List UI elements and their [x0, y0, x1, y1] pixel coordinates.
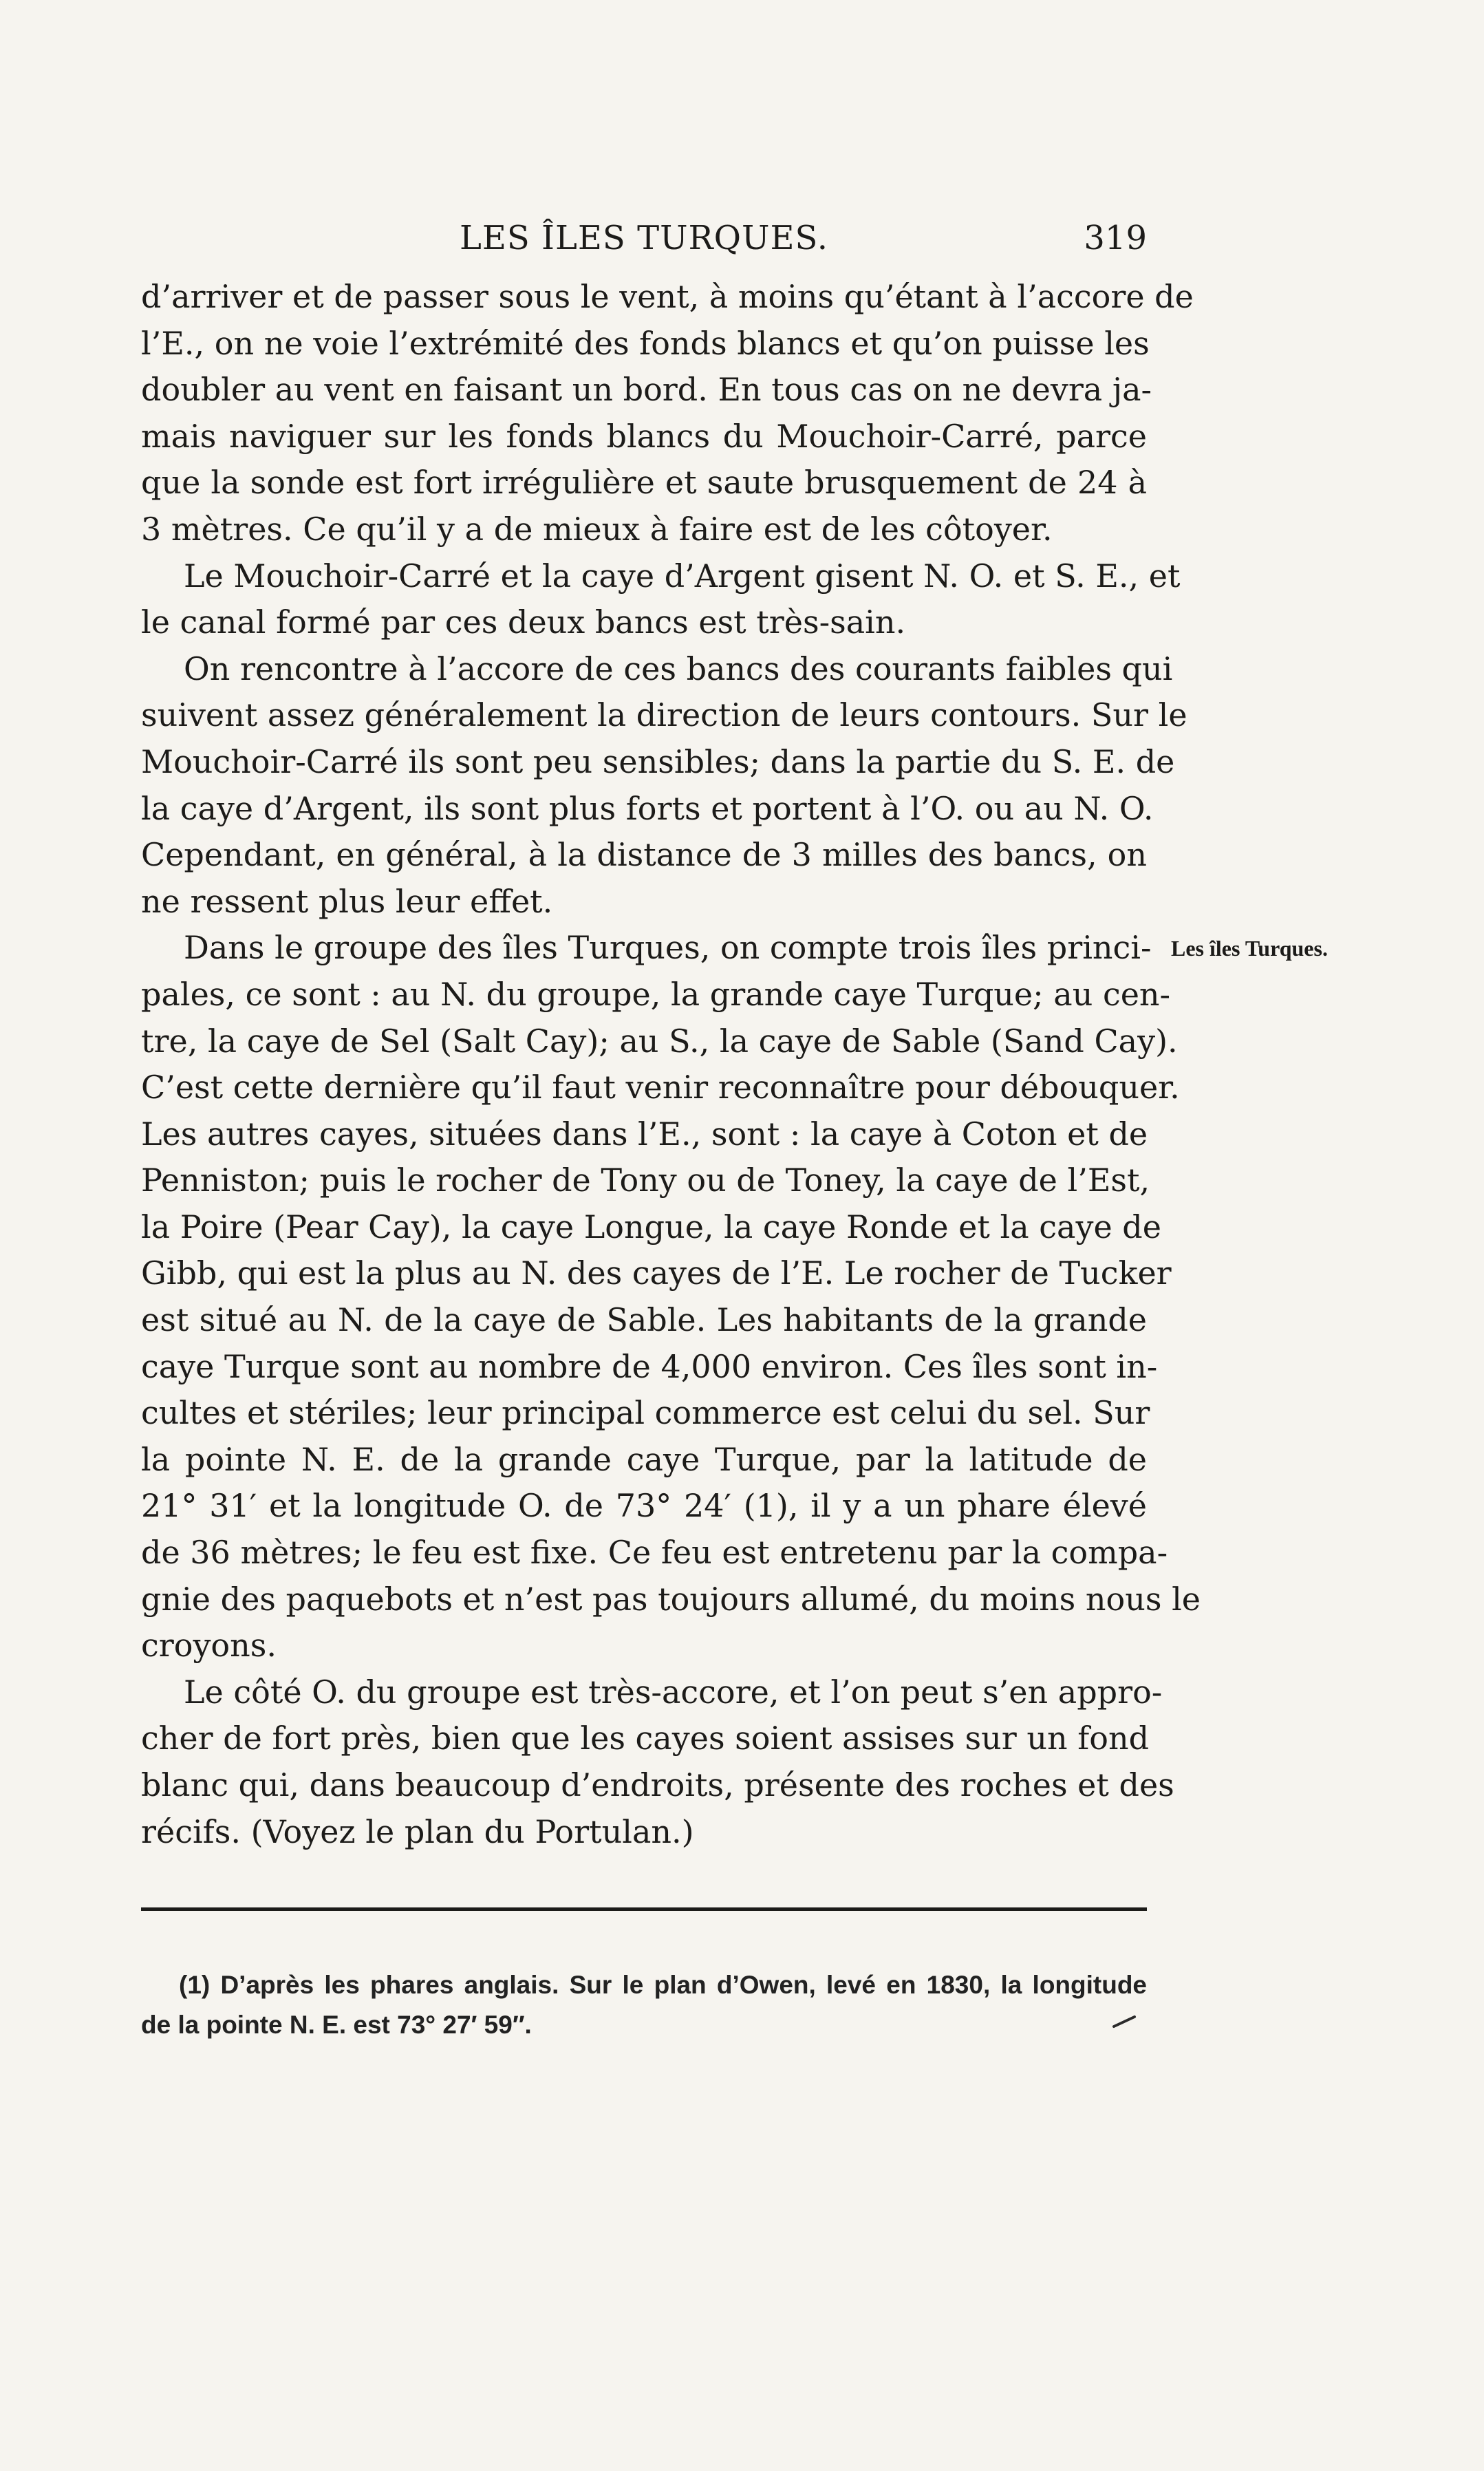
- text-line: d’arriver et de passer sous le vent, à moins qu’étant à l’accore de: [141, 278, 1194, 315]
- text-line: tre, la caye de Sel (Salt Cay); au S., la caye de Sable (Sand Cay).: [141, 1022, 1178, 1060]
- text-line: le canal formé par ces deux bancs est très-sain.: [141, 603, 906, 641]
- text-line: Gibb, qui est la plus au N. des cayes de l’E. Le rocher de Tucker: [141, 1254, 1172, 1292]
- text-line: Mouchoir-Carré ils sont peu sensibles; dans la partie du S. E. de: [141, 742, 1175, 780]
- running-head: [141, 219, 1147, 267]
- text-line: On rencontre à l’accore de ces bancs des courants faibles qui: [184, 650, 1173, 687]
- text-line: Dans le groupe des îles Turques, on compte trois îles princi-: [184, 929, 1152, 967]
- pencil-mark-icon: [1111, 2015, 1137, 2029]
- text-line: blanc qui, dans beaucoup d’endroits, présente des roches et des: [141, 1766, 1174, 1804]
- text-line: Penniston; puis le rocher de Tony ou de Toney, la caye de l’Est,: [141, 1162, 1150, 1199]
- text-line: que la sonde est fort irrégulière et saute brusquement de 24 à: [141, 464, 1147, 502]
- text-line: récifs. (Voyez le plan du Portulan.): [141, 1812, 694, 1850]
- text-line: de 36 mètres; le feu est fixe. Ce feu est entretenu par la compa-: [141, 1534, 1168, 1572]
- text-line: la Poire (Pear Cay), la caye Longue, la caye Ronde et la caye de: [141, 1208, 1161, 1245]
- text-line: la caye d’Argent, ils sont plus forts et portent à l’O. ou au N. O.: [141, 789, 1154, 827]
- text-line: Cependant, en général, à la distance de 3 milles des bancs, on: [141, 836, 1147, 874]
- text-line: Les autres cayes, situées dans l’E., sont : la caye à Coton et de: [141, 1115, 1148, 1153]
- text-line: Le côté O. du groupe est très-accore, et l’on peut s’en appro-: [184, 1673, 1163, 1711]
- text-line: l’E., on ne voie l’extrémité des fonds blancs et qu’on puisse les: [141, 324, 1150, 362]
- text-line: la pointe N. E. de la grande caye Turque, par la latitude de: [141, 1440, 1147, 1478]
- page-number: 319: [1084, 219, 1147, 257]
- text-line: caye Turque sont au nombre de 4,000 environ. Ces îles sont in-: [141, 1347, 1158, 1385]
- text-line: mais naviguer sur les fonds blancs du Mouchoir-Carré, parce: [141, 417, 1147, 455]
- text-line: ne ressent plus leur effet.: [141, 882, 553, 920]
- text-line: cultes et stériles; leur principal commerce est celui du sel. Sur: [141, 1394, 1150, 1432]
- footnote: [141, 1965, 1147, 2045]
- text-line: croyons.: [141, 1627, 277, 1665]
- text-line: pales, ce sont : au N. du groupe, la grande caye Turque; au cen-: [141, 975, 1171, 1013]
- text-line: cher de fort près, bien que les cayes soient assises sur un fond: [141, 1720, 1150, 1757]
- text-line: gnie des paquebots et n’est pas toujours allumé, du moins nous le: [141, 1580, 1201, 1618]
- text-line: C’est cette dernière qu’il faut venir reconnaître pour débouquer.: [141, 1069, 1180, 1106]
- text-line: suivent assez généralement la direction de leurs contours. Sur le: [141, 696, 1187, 734]
- text-line: est situé au N. de la caye de Sable. Les habitants de la grande: [141, 1301, 1147, 1339]
- text-line: Le Mouchoir-Carré et la caye d’Argent gisent N. O. et S. E., et: [184, 557, 1181, 595]
- running-head-title: LES ÎLES TURQUES.: [460, 219, 828, 257]
- footnote-line: (1) D’après les phares anglais. Sur le plan d’Owen, levé en 1830, la longitude: [179, 1971, 1147, 1999]
- text-line: 21° 31′ et la longitude O. de 73° 24′ (1), il y a un phare élevé: [141, 1487, 1147, 1525]
- text-line: 3 mètres. Ce qu’il y a de mieux à faire est de les côtoyer.: [141, 510, 1053, 548]
- body-text: [141, 274, 1201, 1855]
- footnote-rule: [141, 1907, 1147, 1911]
- margin-note: Les îles Turques.: [1171, 936, 1328, 961]
- footnote-line: de la pointe N. E. est 73° 27′ 59″.: [141, 2011, 532, 2039]
- text-line: doubler au vent en faisant un bord. En tous cas on ne devra ja-: [141, 371, 1152, 409]
